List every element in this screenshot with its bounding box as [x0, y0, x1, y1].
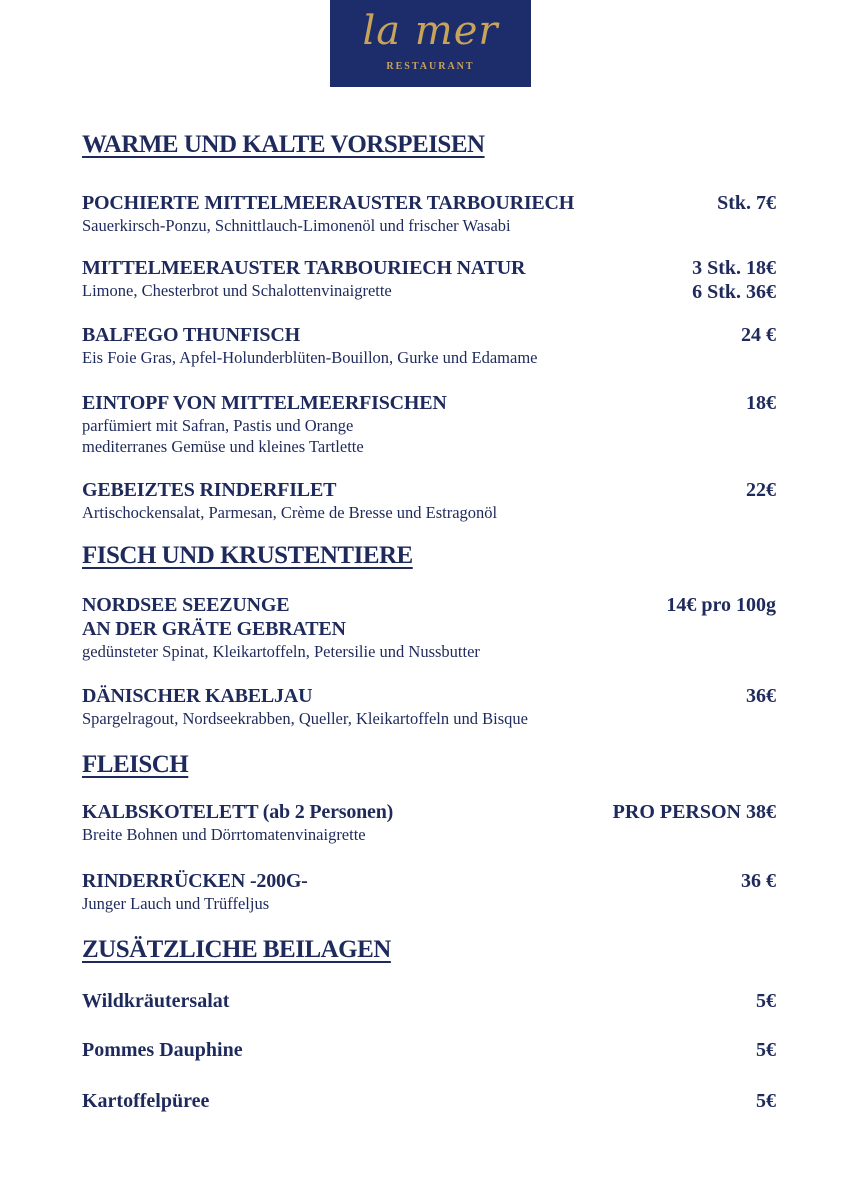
restaurant-logo	[330, 0, 531, 87]
item-name: MITTELMEERAUSTER TARBOURIECH NATUR	[82, 257, 526, 279]
menu-item	[82, 800, 776, 845]
section-title-fisch: FISCH UND KRUSTENTIERE	[82, 542, 413, 569]
price-line: 3 Stk. 18€	[692, 257, 776, 279]
menu-item	[82, 256, 776, 301]
item-name: Kartoffelpüree	[82, 1090, 210, 1112]
section-title-fleisch: FLEISCH	[82, 751, 189, 778]
item-description: Junger Lauch und Trüffeljus	[82, 894, 270, 913]
item-description: Limone, Chesterbrot und Schalottenvinaigrette	[82, 281, 392, 300]
price-line: 6 Stk. 36€	[692, 281, 776, 303]
item-description: parfümiert mit Safran, Pastis und Orange	[82, 416, 354, 435]
side-dish-item	[82, 1038, 776, 1062]
price-line: 18€	[746, 392, 776, 414]
item-description: mediterranes Gemüse und kleines Tartlette	[82, 437, 364, 456]
section-title-vorspeisen: WARME UND KALTE VORSPEISEN	[82, 131, 485, 158]
side-dish-item	[82, 989, 776, 1013]
menu-item	[82, 191, 776, 236]
item-name: POCHIERTE MITTELMEERAUSTER TARBOURIECH	[82, 192, 575, 214]
price-line: 5€	[756, 990, 776, 1012]
menu-item	[82, 593, 776, 662]
item-price	[717, 191, 776, 215]
item-name: KALBSKOTELETT (ab 2 Personen)	[82, 801, 394, 823]
item-name: NORDSEE SEEZUNGE	[82, 594, 290, 616]
item-name: GEBEIZTES RINDERFILET	[82, 479, 337, 501]
price-line: 5€	[756, 1090, 776, 1112]
price-line: 5€	[756, 1039, 776, 1061]
item-price	[741, 323, 776, 347]
menu-item	[82, 391, 776, 457]
item-price	[741, 869, 776, 893]
price-line: 36 €	[741, 870, 776, 892]
logo-subtitle: RESTAURANT	[386, 61, 475, 72]
item-description: gedünsteter Spinat, Kleikartoffeln, Petersilie und Nussbutter	[82, 642, 480, 661]
menu-item	[82, 323, 776, 368]
item-name: BALFEGO THUNFISCH	[82, 324, 300, 346]
item-description: Breite Bohnen und Dörrtomatenvinaigrette	[82, 825, 366, 844]
item-description: Eis Foie Gras, Apfel-Holunderblüten-Bouillon, Gurke und Edamame	[82, 348, 538, 367]
item-price	[613, 800, 776, 824]
item-price	[666, 593, 776, 617]
item-name: Pommes Dauphine	[82, 1039, 243, 1061]
item-name-line2: AN DER GRÄTE GEBRATEN	[82, 618, 346, 640]
side-dish-item	[82, 1089, 776, 1113]
item-name: Wildkräutersalat	[82, 990, 230, 1012]
menu-item	[82, 478, 776, 523]
price-line: 36€	[746, 685, 776, 707]
menu-item	[82, 684, 776, 729]
item-description: Artischockensalat, Parmesan, Crème de Bresse und Estragonöl	[82, 503, 498, 522]
price-line: 24 €	[741, 324, 776, 346]
item-name: EINTOPF VON MITTELMEERFISCHEN	[82, 392, 447, 414]
logo-script-text: la mer	[362, 8, 499, 54]
price-line: Stk. 7€	[717, 192, 776, 214]
item-price	[756, 989, 776, 1013]
price-line: 14€ pro 100g	[666, 594, 776, 616]
item-price	[746, 391, 776, 415]
item-price	[746, 478, 776, 502]
item-price	[692, 256, 776, 304]
item-price	[746, 684, 776, 708]
item-name: RINDERRÜCKEN -200G-	[82, 870, 308, 892]
item-description: Sauerkirsch-Ponzu, Schnittlauch-Limonenöl und frischer Wasabi	[82, 216, 511, 235]
item-description: Spargelragout, Nordseekrabben, Queller, Kleikartoffeln und Bisque	[82, 709, 528, 728]
item-price	[756, 1038, 776, 1062]
price-line: 22€	[746, 479, 776, 501]
section-title-beilagen: ZUSÄTZLICHE BEILAGEN	[82, 936, 391, 963]
menu-item	[82, 869, 776, 914]
price-line: PRO PERSON 38€	[612, 801, 776, 823]
item-price	[756, 1089, 776, 1113]
item-name: DÄNISCHER KABELJAU	[82, 685, 313, 707]
